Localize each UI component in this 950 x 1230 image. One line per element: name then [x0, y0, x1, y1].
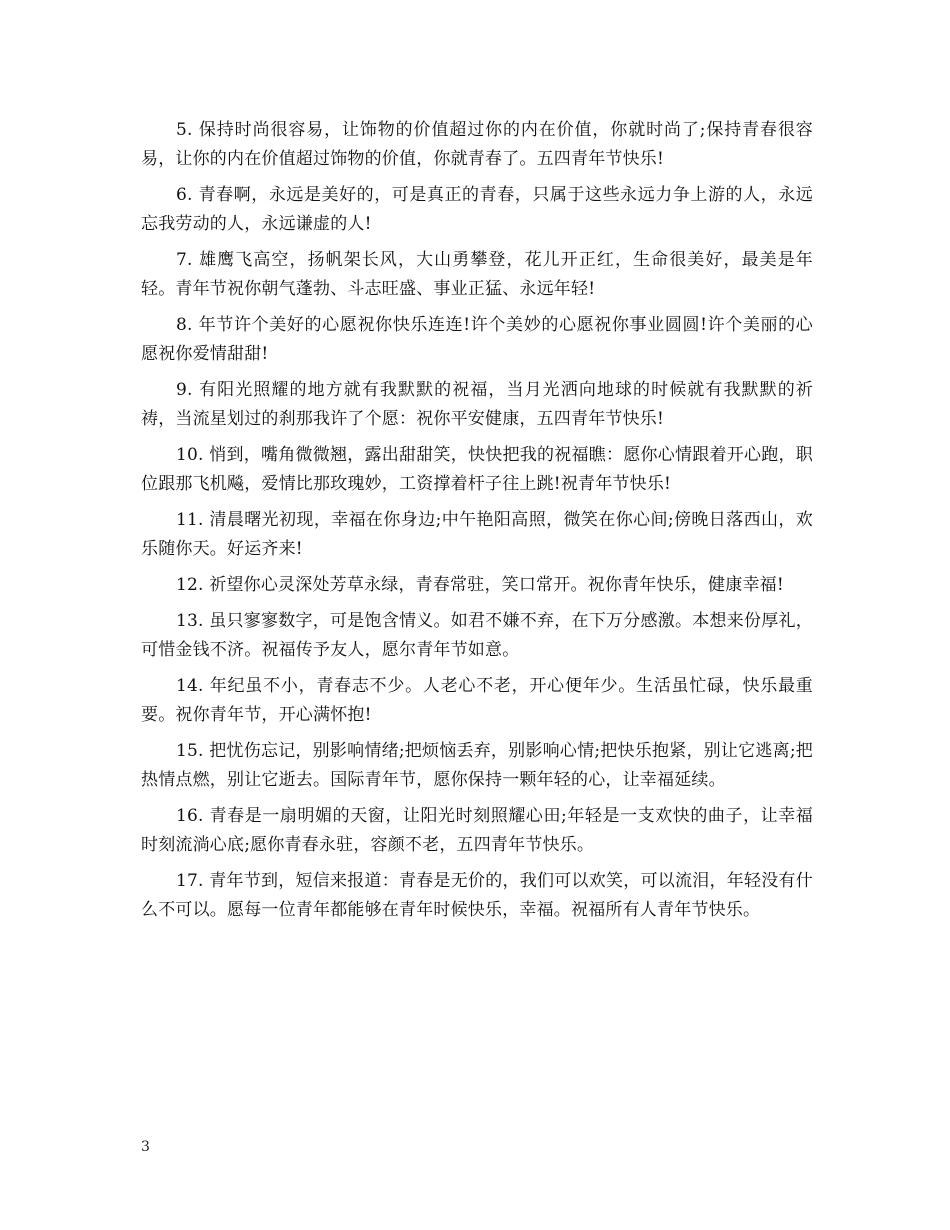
- paragraph-15: 15. 把忧伤忘记，别影响情绪;把烦恼丢弃，别影响心情;把快乐抱紧，别让它逃离;把热情点燃，别让它逝去。国际青年节，愿你保持一颗年轻的心，让幸福延续。: [141, 741, 813, 790]
- page-number: 3: [141, 1139, 150, 1155]
- paragraph-13: 13. 虽只寥寥数字，可是饱含情义。如君不嫌不弃，在下万分感激。本想来份厚礼，可惜金钱不济。祝福传予友人，愿尔青年节如意。: [141, 611, 813, 660]
- document-body: [141, 116, 813, 932]
- paragraph-11: 11. 清晨曙光初现，幸福在你身边;中午艳阳高照，微笑在你心间;傍晚日落西山，欢乐随你天。好运齐来!: [141, 510, 813, 559]
- paragraph-7: 7. 雄鹰飞高空，扬帆架长风，大山勇攀登，花儿开正红，生命很美好，最美是年轻。青年节祝你朝气蓬勃、斗志旺盛、事业正猛、永远年轻!: [141, 250, 813, 299]
- paragraph-5: 5. 保持时尚很容易，让饰物的价值超过你的内在价值，你就时尚了;保持青春很容易，让你的内在价值超过饰物的价值，你就青春了。五四青年节快乐!: [141, 120, 813, 169]
- paragraph-17: 17. 青年节到，短信来报道：青春是无价的，我们可以欢笑，可以流泪，年轻没有什么不可以。愿每一位青年都能够在青年时候快乐，幸福。祝福所有人青年节快乐。: [141, 871, 813, 920]
- paragraph-6: 6. 青春啊，永远是美好的，可是真正的青春，只属于这些永远力争上游的人，永远忘我劳动的人，永远谦虚的人!: [141, 185, 813, 234]
- paragraph-16: 16. 青春是一扇明媚的天窗，让阳光时刻照耀心田;年轻是一支欢快的曲子，让幸福时刻流淌心底;愿你青春永驻，容颜不老，五四青年节快乐。: [141, 806, 813, 855]
- paragraph-14: 14. 年纪虽不小，青春志不少。人老心不老，开心便年少。生活虽忙碌，快乐最重要。祝你青年节，开心满怀抱!: [141, 676, 813, 725]
- paragraph-12: 12. 祈望你心灵深处芳草永绿，青春常驻，笑口常开。祝你青年快乐，健康幸福!: [176, 575, 784, 595]
- paragraph-8: 8. 年节许个美好的心愿祝你快乐连连!许个美妙的心愿祝你事业圆圆!许个美丽的心愿祝你爱情甜甜!: [141, 315, 813, 364]
- paragraph-10: 10. 悄到，嘴角微微翘，露出甜甜笑，快快把我的祝福瞧：愿你心情跟着开心跑，职位跟那飞机飚，爱情比那玫瑰妙，工资撑着杆子往上跳!祝青年节快乐!: [141, 445, 813, 494]
- paragraph-9: 9. 有阳光照耀的地方就有我默默的祝福，当月光洒向地球的时候就有我默默的祈祷，当流星划过的刹那我许了个愿：祝你平安健康，五四青年节快乐!: [141, 380, 813, 429]
